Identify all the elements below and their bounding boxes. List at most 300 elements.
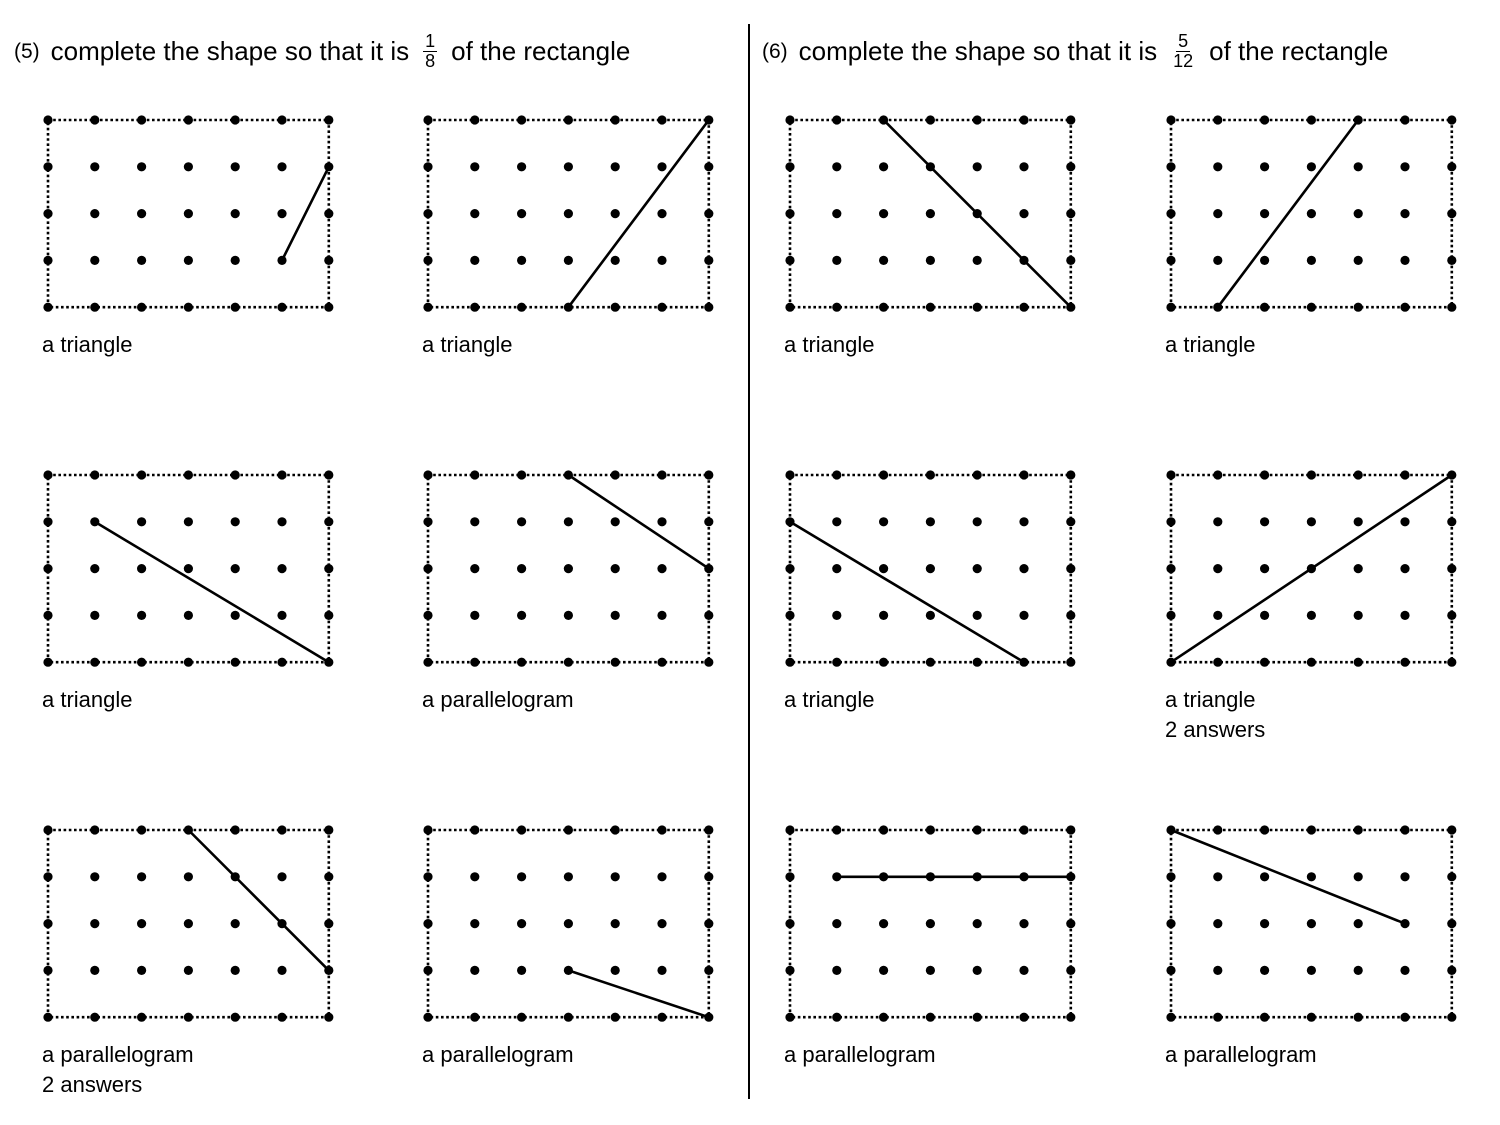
grid-dot	[470, 209, 479, 218]
grid-dot	[1447, 209, 1456, 218]
grid-dot	[657, 256, 666, 265]
grid-dot	[973, 825, 982, 834]
question-number: (6)	[762, 39, 788, 63]
grid-dot	[137, 162, 146, 171]
shape-segment	[790, 522, 1024, 662]
caption-shape: a parallelogram	[784, 1042, 936, 1067]
grid-dot	[1447, 611, 1456, 620]
caption-shape: a triangle	[42, 687, 133, 712]
grid-dot	[1166, 209, 1175, 218]
grid-dot	[832, 966, 841, 975]
grid-dot	[1307, 303, 1316, 312]
grid-dot	[423, 162, 432, 171]
grid-dot	[90, 919, 99, 928]
grid-dot	[1400, 209, 1409, 218]
grid-dot	[277, 303, 286, 312]
grid-dot	[832, 470, 841, 479]
fraction	[423, 32, 437, 71]
grid-dot	[657, 919, 666, 928]
grid-dot	[137, 564, 146, 573]
grid-dot	[704, 919, 713, 928]
grid-dot	[184, 209, 193, 218]
grid-dot	[1019, 209, 1028, 218]
grid-dot	[184, 162, 193, 171]
grid-dot	[832, 517, 841, 526]
grid-caption	[1165, 330, 1256, 360]
grid-dot	[470, 658, 479, 667]
grid-dot	[470, 966, 479, 975]
grid-dot	[1447, 1013, 1456, 1022]
grid-dot	[43, 919, 52, 928]
grid-dot	[832, 256, 841, 265]
shape-segment	[1171, 830, 1405, 924]
grid-dot	[43, 611, 52, 620]
grid-dot	[973, 115, 982, 124]
grid-dot	[973, 517, 982, 526]
grid-dot	[324, 209, 333, 218]
fraction-numerator: 1	[425, 31, 436, 51]
grid-dot	[832, 209, 841, 218]
grid-dot	[879, 611, 888, 620]
grid-dot	[973, 1013, 982, 1022]
shape-segment	[568, 475, 708, 569]
grid-dot	[470, 919, 479, 928]
grid-dot	[231, 162, 240, 171]
grid-dot	[517, 966, 526, 975]
grid-dot	[43, 162, 52, 171]
grid-dot	[517, 611, 526, 620]
grid-dot	[1307, 611, 1316, 620]
grid-dot	[973, 611, 982, 620]
grid-dot	[1307, 658, 1316, 667]
grid-dot	[704, 517, 713, 526]
grid-dot	[832, 919, 841, 928]
grid-dot	[1260, 825, 1269, 834]
grid-dot	[973, 966, 982, 975]
grid-dot	[517, 564, 526, 573]
dot-grid-q6-2	[1163, 112, 1460, 315]
grid-dot	[277, 115, 286, 124]
grid-dot	[90, 517, 99, 526]
grid-dot	[1213, 966, 1222, 975]
grid-dot	[1066, 1013, 1075, 1022]
grid-dot	[1213, 256, 1222, 265]
grid-dot	[611, 1013, 620, 1022]
grid-dot	[1213, 872, 1222, 881]
grid-dot	[1307, 162, 1316, 171]
grid-dot	[973, 256, 982, 265]
grid-dot	[137, 517, 146, 526]
grid-dot	[657, 658, 666, 667]
grid-dot	[657, 611, 666, 620]
grid-dot	[1354, 825, 1363, 834]
grid-dot	[517, 1013, 526, 1022]
grid-dot	[564, 611, 573, 620]
grid-dot	[785, 517, 794, 526]
grid-dot	[470, 115, 479, 124]
grid-dot	[1066, 966, 1075, 975]
caption-shape: a triangle	[1165, 687, 1256, 712]
grid-dot	[90, 303, 99, 312]
grid-dot	[423, 825, 432, 834]
grid-dot	[517, 256, 526, 265]
grid-caption	[422, 685, 574, 715]
grid-dot	[1066, 564, 1075, 573]
grid-dot	[184, 919, 193, 928]
grid-dot	[1213, 825, 1222, 834]
grid-dot	[1354, 564, 1363, 573]
grid-dot	[879, 1013, 888, 1022]
grid-dot	[423, 256, 432, 265]
grid-dot	[231, 825, 240, 834]
grid-dot	[470, 611, 479, 620]
grid-dot	[43, 872, 52, 881]
grid-caption	[422, 330, 513, 360]
grid-dot	[1213, 1013, 1222, 1022]
dot-grid-q6-5	[782, 822, 1079, 1025]
grid-dot	[611, 564, 620, 573]
grid-dot	[277, 564, 286, 573]
grid-dot	[1166, 564, 1175, 573]
grid-dot	[184, 611, 193, 620]
grid-dot	[1019, 658, 1028, 667]
grid-dot	[1260, 1013, 1269, 1022]
grid-dot	[1447, 966, 1456, 975]
grid-dot	[1213, 209, 1222, 218]
grid-dot	[324, 611, 333, 620]
grid-dot	[704, 966, 713, 975]
dot-grid-q6-3	[782, 467, 1079, 670]
grid-dot	[324, 825, 333, 834]
grid-dot	[879, 564, 888, 573]
grid-dot	[517, 162, 526, 171]
grid-dot	[231, 517, 240, 526]
shape-segment	[188, 830, 328, 970]
grid-dot	[657, 1013, 666, 1022]
grid-dot	[1354, 303, 1363, 312]
grid-dot	[1400, 470, 1409, 479]
grid-dot	[423, 470, 432, 479]
grid-dot	[1019, 825, 1028, 834]
grid-dot	[879, 966, 888, 975]
grid-dot	[832, 303, 841, 312]
grid-dot	[470, 517, 479, 526]
grid-dot	[470, 256, 479, 265]
grid-dot	[785, 658, 794, 667]
grid-dot	[611, 115, 620, 124]
grid-dot	[43, 564, 52, 573]
question-6-heading	[762, 32, 1388, 71]
grid-dot	[1260, 919, 1269, 928]
grid-dot	[423, 115, 432, 124]
grid-dot	[785, 872, 794, 881]
grid-dot	[785, 825, 794, 834]
grid-dot	[137, 872, 146, 881]
grid-dot	[1066, 872, 1075, 881]
grid-dot	[1447, 658, 1456, 667]
dot-grid-q5-2	[420, 112, 717, 315]
grid-dot	[184, 872, 193, 881]
grid-dot	[1400, 162, 1409, 171]
grid-dot	[879, 303, 888, 312]
grid-dot	[973, 658, 982, 667]
grid-dot	[611, 825, 620, 834]
caption-shape: a triangle	[42, 332, 133, 357]
fraction-numerator: 5	[1178, 31, 1189, 51]
grid-dot	[1213, 115, 1222, 124]
grid-dot	[564, 256, 573, 265]
grid-dot	[184, 966, 193, 975]
grid-dot	[423, 303, 432, 312]
grid-dot	[1307, 919, 1316, 928]
grid-dot	[324, 564, 333, 573]
caption-shape: a parallelogram	[422, 1042, 574, 1067]
grid-dot	[1066, 658, 1075, 667]
grid-dot	[1400, 115, 1409, 124]
grid-dot	[611, 162, 620, 171]
grid-dot	[1166, 1013, 1175, 1022]
grid-dot	[611, 209, 620, 218]
grid-dot	[1307, 1013, 1316, 1022]
grid-dot	[277, 517, 286, 526]
grid-dot	[926, 115, 935, 124]
shape-segment	[282, 167, 329, 261]
grid-dot	[90, 1013, 99, 1022]
grid-dot	[704, 303, 713, 312]
grid-dot	[1019, 966, 1028, 975]
grid-dot	[90, 658, 99, 667]
grid-dot	[704, 658, 713, 667]
grid-dot	[879, 658, 888, 667]
grid-dot	[43, 966, 52, 975]
caption-note: 2 answers	[42, 1072, 143, 1097]
grid-dot	[231, 1013, 240, 1022]
grid-dot	[1260, 658, 1269, 667]
grid-dot	[564, 209, 573, 218]
grid-dot	[611, 256, 620, 265]
grid-dot	[1260, 303, 1269, 312]
grid-dot	[43, 658, 52, 667]
grid-dot	[137, 115, 146, 124]
grid-dot	[324, 517, 333, 526]
grid-dot	[1166, 611, 1175, 620]
grid-dot	[43, 517, 52, 526]
grid-dot	[704, 825, 713, 834]
grid-dot	[43, 256, 52, 265]
grid-dot	[231, 256, 240, 265]
grid-dot	[184, 256, 193, 265]
grid-dot	[879, 517, 888, 526]
grid-dot	[1019, 919, 1028, 928]
grid-dot	[564, 470, 573, 479]
grid-dot	[1066, 303, 1075, 312]
grid-dot	[43, 209, 52, 218]
grid-dot	[973, 162, 982, 171]
grid-dot	[470, 1013, 479, 1022]
grid-dot	[90, 611, 99, 620]
grid-dot	[785, 162, 794, 171]
grid-dot	[184, 564, 193, 573]
grid-dot	[1213, 611, 1222, 620]
grid-dot	[564, 966, 573, 975]
grid-dot	[184, 303, 193, 312]
grid-dot	[517, 658, 526, 667]
grid-dot	[926, 872, 935, 881]
grid-dot	[1447, 303, 1456, 312]
grid-dot	[973, 872, 982, 881]
grid-dot	[517, 115, 526, 124]
grid-dot	[564, 825, 573, 834]
grid-dot	[785, 115, 794, 124]
grid-dot	[832, 564, 841, 573]
grid-dot	[785, 1013, 794, 1022]
grid-dot	[90, 470, 99, 479]
grid-dot	[137, 209, 146, 218]
grid-dot	[277, 162, 286, 171]
grid-dot	[1447, 825, 1456, 834]
caption-shape: a parallelogram	[422, 687, 574, 712]
grid-caption	[422, 1040, 574, 1070]
grid-dot	[704, 470, 713, 479]
grid-dot	[1066, 919, 1075, 928]
grid-dot	[90, 966, 99, 975]
grid-dot	[704, 162, 713, 171]
grid-dot	[611, 611, 620, 620]
grid-dot	[1166, 872, 1175, 881]
grid-dot	[137, 470, 146, 479]
grid-dot	[324, 919, 333, 928]
grid-dot	[926, 825, 935, 834]
grid-dot	[832, 1013, 841, 1022]
question-text-end: of the rectangle	[1209, 36, 1389, 66]
grid-dot	[231, 209, 240, 218]
grid-dot	[657, 966, 666, 975]
grid-dot	[657, 872, 666, 881]
grid-dot	[423, 209, 432, 218]
grid-dot	[90, 872, 99, 881]
grid-dot	[184, 470, 193, 479]
grid-dot	[1307, 872, 1316, 881]
grid-dot	[785, 256, 794, 265]
grid-dot	[973, 564, 982, 573]
grid-caption	[1165, 685, 1265, 745]
grid-dot	[1400, 872, 1409, 881]
grid-dot	[926, 611, 935, 620]
grid-dot	[926, 470, 935, 479]
grid-dot	[1354, 115, 1363, 124]
grid-dot	[1400, 825, 1409, 834]
grid-dot	[184, 517, 193, 526]
grid-dot	[657, 517, 666, 526]
grid-dot	[879, 115, 888, 124]
grid-dot	[184, 1013, 193, 1022]
grid-dot	[231, 115, 240, 124]
grid-dot	[231, 658, 240, 667]
grid-dot	[785, 919, 794, 928]
grid-dot	[470, 303, 479, 312]
grid-dot	[1213, 470, 1222, 479]
grid-dot	[973, 303, 982, 312]
grid-dot	[1066, 517, 1075, 526]
grid-dot	[564, 303, 573, 312]
grid-caption	[42, 330, 133, 360]
grid-dot	[926, 1013, 935, 1022]
grid-dot	[137, 256, 146, 265]
grid-dot	[277, 1013, 286, 1022]
grid-dot	[1260, 115, 1269, 124]
grid-dot	[1166, 825, 1175, 834]
grid-dot	[1213, 162, 1222, 171]
caption-shape: a triangle	[1165, 332, 1256, 357]
grid-dot	[231, 470, 240, 479]
grid-caption	[1165, 1040, 1317, 1070]
grid-dot	[1354, 256, 1363, 265]
grid-dot	[1307, 966, 1316, 975]
grid-dot	[1066, 256, 1075, 265]
grid-dot	[926, 303, 935, 312]
grid-dot	[785, 611, 794, 620]
grid-dot	[785, 564, 794, 573]
grid-dot	[1400, 256, 1409, 265]
grid-dot	[184, 825, 193, 834]
grid-dot	[1019, 517, 1028, 526]
grid-dot	[231, 919, 240, 928]
grid-dot	[423, 564, 432, 573]
grid-dot	[1400, 658, 1409, 667]
grid-dot	[704, 115, 713, 124]
grid-dot	[324, 303, 333, 312]
grid-dot	[470, 470, 479, 479]
grid-dot	[926, 209, 935, 218]
grid-dot	[704, 209, 713, 218]
grid-dot	[1260, 564, 1269, 573]
grid-dot	[785, 966, 794, 975]
grid-dot	[704, 256, 713, 265]
grid-dot	[43, 825, 52, 834]
grid-dot	[564, 115, 573, 124]
fraction-denominator: 8	[425, 51, 436, 71]
grid-dot	[879, 162, 888, 171]
grid-dot	[1447, 470, 1456, 479]
grid-dot	[470, 564, 479, 573]
grid-dot	[277, 919, 286, 928]
grid-dot	[879, 872, 888, 881]
grid-dot	[1066, 825, 1075, 834]
caption-shape: a parallelogram	[42, 1042, 194, 1067]
grid-dot	[90, 162, 99, 171]
grid-dot	[1354, 658, 1363, 667]
grid-dot	[1260, 517, 1269, 526]
grid-caption	[784, 1040, 936, 1070]
grid-dot	[1166, 966, 1175, 975]
grid-dot	[231, 564, 240, 573]
grid-dot	[517, 825, 526, 834]
grid-dot	[1307, 564, 1316, 573]
grid-dot	[611, 303, 620, 312]
grid-dot	[1019, 256, 1028, 265]
grid-dot	[43, 470, 52, 479]
grid-dot	[470, 825, 479, 834]
grid-dot	[517, 517, 526, 526]
grid-dot	[324, 256, 333, 265]
grid-dot	[1307, 256, 1316, 265]
grid-dot	[879, 825, 888, 834]
grid-dot	[517, 919, 526, 928]
grid-dot	[43, 115, 52, 124]
grid-dot	[90, 256, 99, 265]
grid-dot	[1213, 517, 1222, 526]
grid-dot	[1019, 115, 1028, 124]
